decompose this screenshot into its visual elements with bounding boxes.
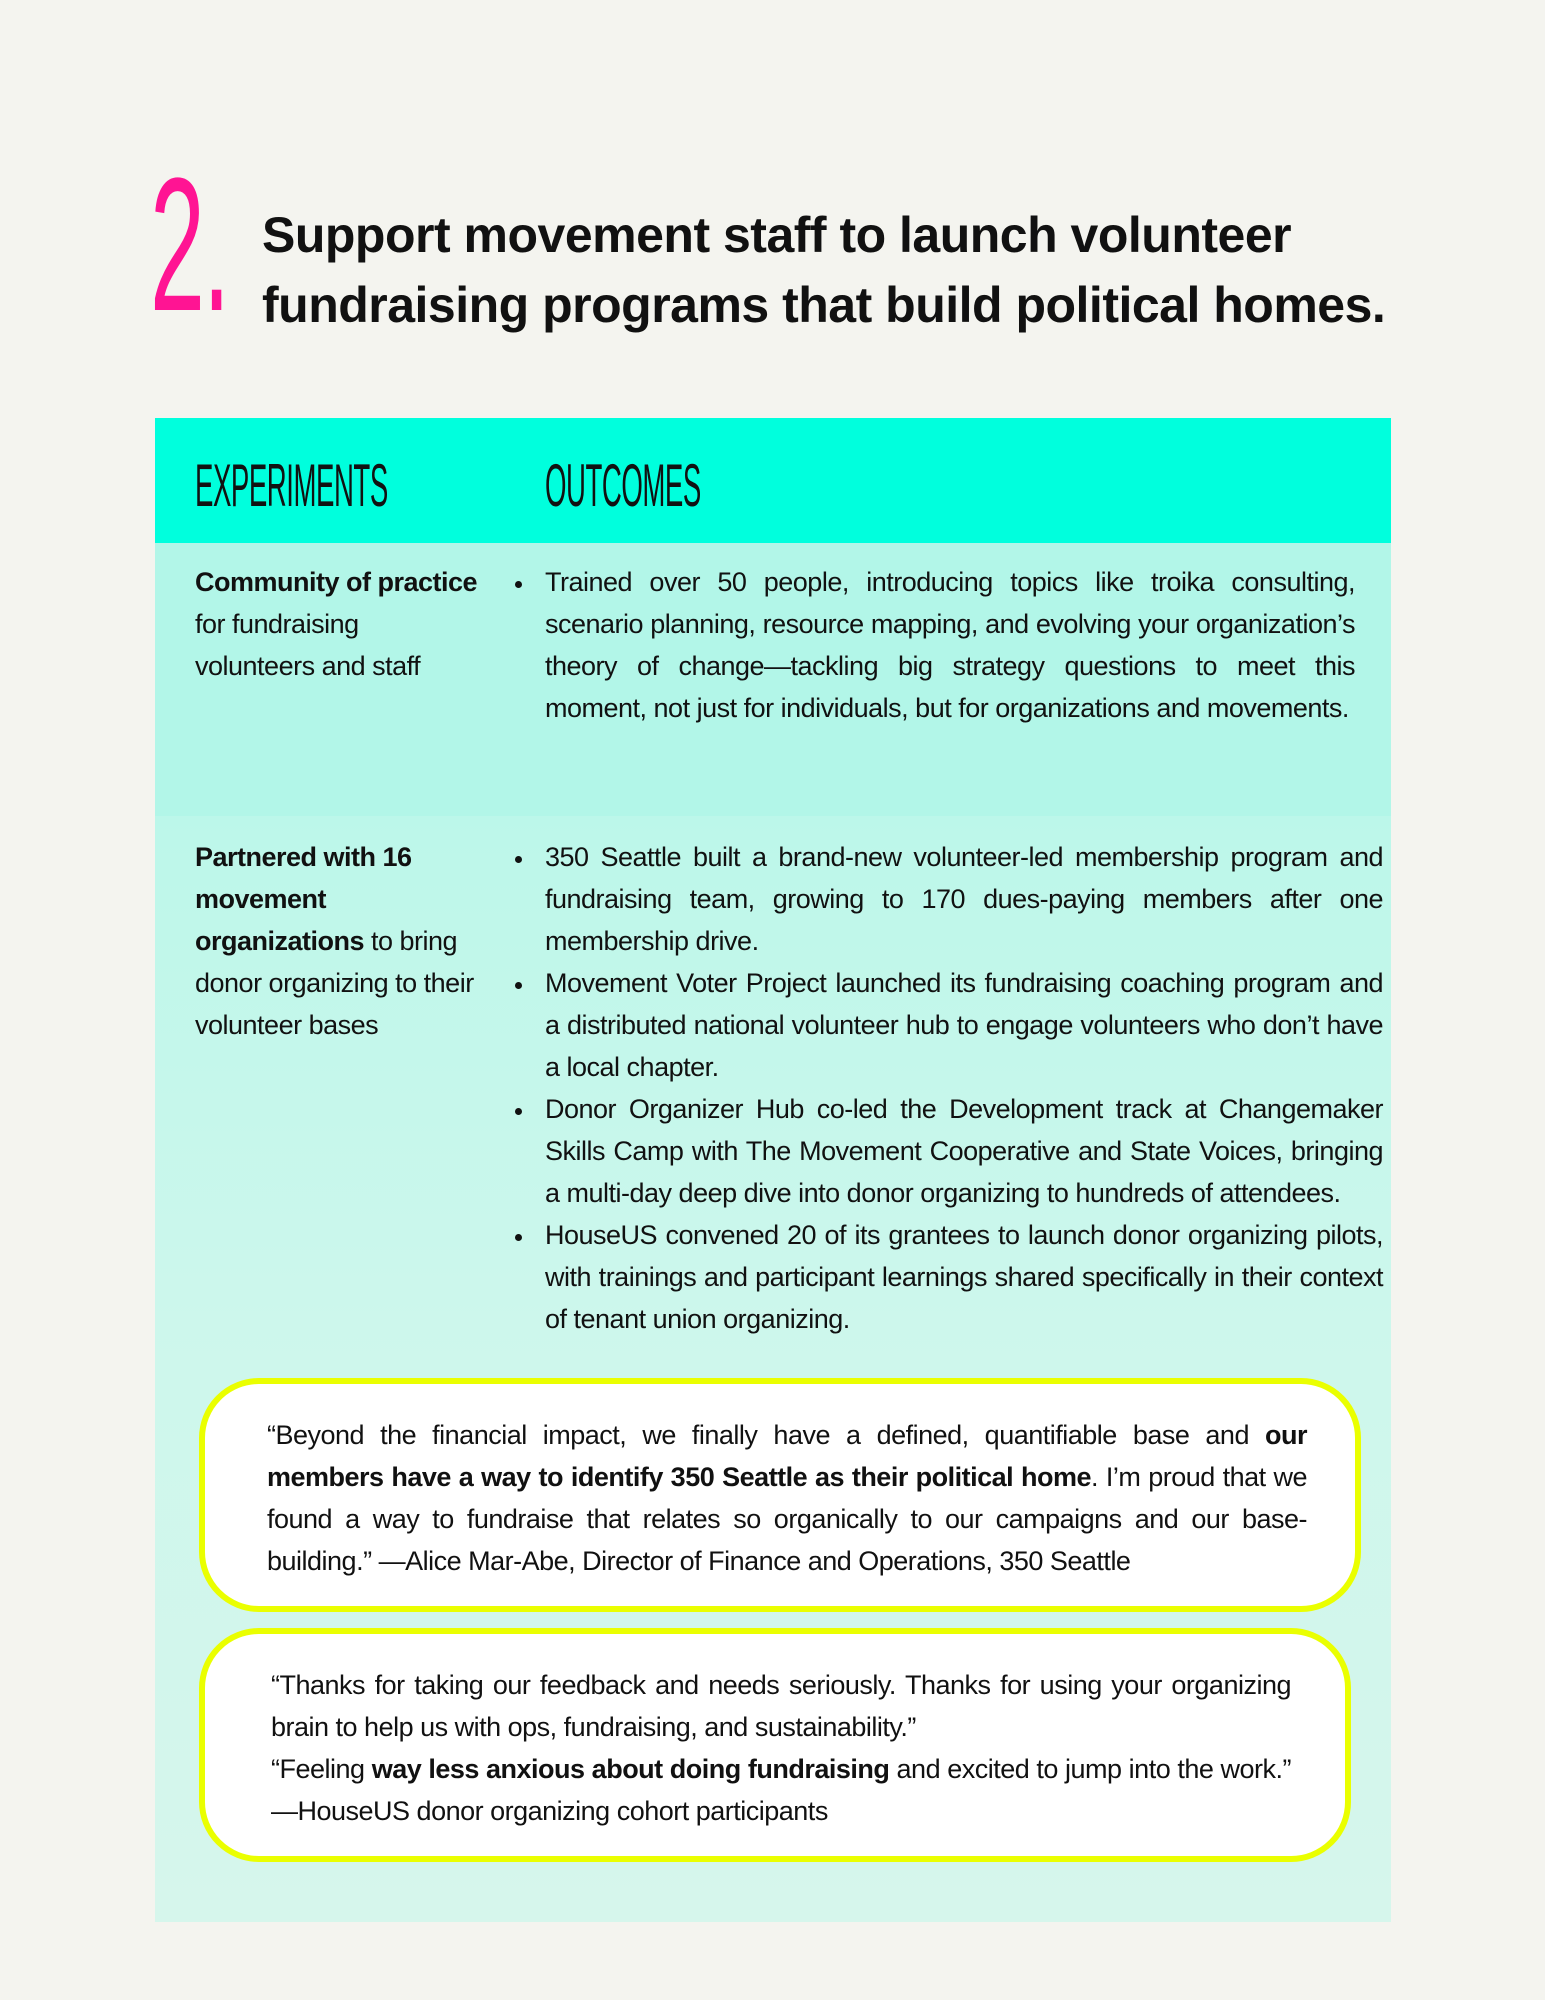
outcome-item: • Movement Voter Project launched its fundraising coaching program and a distributed national volunteer hub to engage volunteers who don’t have a local chapter. — [535, 962, 1383, 1088]
experiment-title: Community of practice — [195, 567, 478, 597]
experiment-cell — [195, 561, 480, 687]
outcome-item: • Trained over 50 people, introducing topics like troika consulting, scenario planning, resource mapping, and evolving your organization’s theory of change—tackling big strategy questions to meet this moment, not just for individuals, but for organizations and movements. — [535, 561, 1355, 729]
quote-line: “Thanks for taking our feedback and needs seriously. Thanks for using your organizing brain to help us with ops, fundraising, and sustainability.” — [271, 1670, 1291, 1742]
section-number: 2. — [150, 139, 229, 351]
quote-text — [271, 1664, 1291, 1832]
quote-box-350-seattle — [199, 1378, 1361, 1612]
quote-box-houseus — [199, 1628, 1351, 1862]
quote-text-pre: “Feeling — [271, 1754, 372, 1784]
quote-text-post: . I’m proud that we found a way to fundraise that relates so organically to our campaigns and our base-building.” —Alice Mar-Abe, Director of Finance and Operations, 350 Seattle — [267, 1462, 1308, 1576]
outcome-item: • 350 Seattle built a brand-new volunteer-led membership program and fundraising team, growing to 170 dues-paying members after one membership drive. — [535, 836, 1383, 962]
outcome-item: • HouseUS convened 20 of its grantees to launch donor organizing pilots, with trainings and participant learnings shared specifically in their context of tenant union organizing. — [535, 1214, 1383, 1340]
page-title-line-1: Support movement staff to launch volunteer — [262, 207, 1292, 263]
quote-text-pre: “Beyond the financial impact, we finally have a defined, quantifiable base and — [267, 1420, 1265, 1450]
quote-text-post: and excited to jump into the work.” —HouseUS donor organizing cohort participants — [271, 1754, 1292, 1826]
experiment-title: Partnered with 16 movement organizations — [195, 842, 412, 956]
column-header-outcomes: OUTCOMES — [545, 452, 701, 519]
experiment-description: for fundraising volunteers and staff — [195, 609, 421, 681]
quote-text-emphasis: our members have a way to identify 350 Seattle as their political home — [267, 1420, 1307, 1492]
table-header — [155, 418, 1391, 543]
experiments-outcomes-table — [155, 418, 1391, 1922]
outcomes-list — [505, 561, 1355, 729]
experiment-description: to bring donor organizing to their volunteer bases — [195, 926, 474, 1040]
page-title-line-2: fundraising programs that build political homes. — [262, 277, 1386, 333]
quote-line — [271, 1748, 1291, 1832]
outcomes-list — [505, 836, 1383, 1340]
experiment-cell — [195, 836, 480, 1046]
quote-text — [267, 1414, 1307, 1582]
outcome-item: • Donor Organizer Hub co-led the Development track at Changemaker Skills Camp with The Movement Cooperative and State Voices, bringing a multi-day deep dive into donor organizing to hundreds of attendees. — [535, 1088, 1383, 1214]
quote-text-emphasis: way less anxious about doing fundraising — [371, 1754, 890, 1784]
table-row — [155, 543, 1391, 816]
column-header-experiments: EXPERIMENTS — [195, 452, 388, 519]
page-title — [262, 200, 1412, 340]
